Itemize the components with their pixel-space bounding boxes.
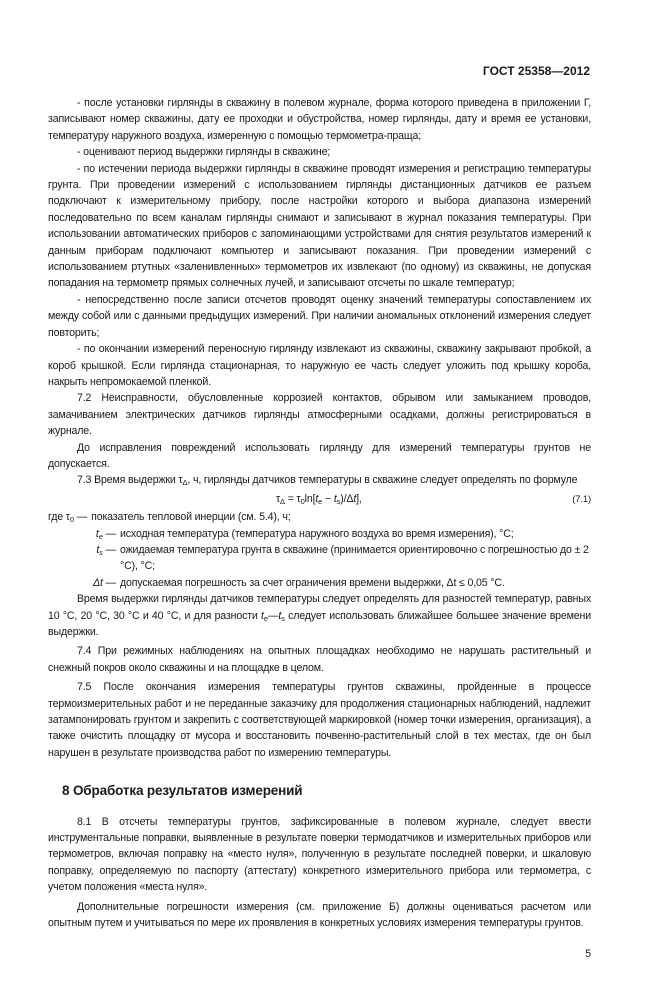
text: 7.3 Время выдержки — [77, 474, 179, 487]
paragraph: До исправления повреждений использовать гирлянду для измерений температуры грунтов не допускается. — [48, 441, 591, 470]
definition-text: показатель тепловой инерции (см. 5.4), ч; — [91, 511, 291, 524]
symbol: t — [333, 492, 337, 505]
definition-text: ожидаемая температура грунта в скважине (принимается ориентировочно с погрешностью до ± 2 °С), °С; — [120, 543, 589, 573]
definition-symbol: $t_e$ — — [95, 527, 116, 541]
paragraph-8-1: 8.1 В отсчеты температуры грунтов, зафиксированные в полевом журнале, следует ввести инструментальные поправки, выявленные в результате поверки термодатчиков и измерительных приборов или термометров, включая поправку на «место нуля», полученную в результате последней поверки, и шкаловую поправку, определяемую по паспорту (аттестату) конкретного измерительного прибора или термометра, с учетом положения «места нуля». — [48, 815, 591, 894]
formula-expression — [276, 491, 562, 507]
formula-7-1 — [48, 491, 591, 508]
symbol: t — [353, 492, 357, 505]
subscript: s — [336, 496, 341, 506]
definition-item — [48, 542, 591, 575]
subscript: Δ — [182, 478, 188, 488]
symbol: τ — [178, 474, 183, 487]
definition-text: исходная температура (температура наружного воздуха во время измерения), °С; — [120, 527, 514, 540]
definition-item — [48, 526, 591, 542]
definition-symbol: $t_s$ — — [96, 543, 116, 557]
paragraph: Дополнительные погрешности измерения (см. приложение Б) должны оцениваться расчетом или опытным путем и учитываться по мере их проявления в конкретных условиях измерения температуры грунтов. — [48, 900, 591, 930]
page-number: 5 — [585, 947, 591, 960]
paragraph: - после установки гирлянды в скважину в полевом журнале, форма которого приведена в приложении Г, записывают номер скважины, дату ее проходки и обустройства, номер гирлянды, дату и время ее установки, температуру наружного воздуха, измеренную с помощью термометра-праща; — [48, 97, 591, 142]
text: , ч, гирлянды датчиков температуры в скважине следует определять по формуле — [187, 474, 578, 487]
text: ln[ — [304, 492, 316, 505]
text: ], — [356, 492, 362, 505]
paragraph: - непосредственно после записи отсчетов проводят оценку значений температуры сопоставлением их между собой или с данными предыдущих измерений. При наличии аномальных отклонений измерения следует повторить; — [48, 293, 591, 339]
paragraph: - оценивают период выдержки гирлянды в скважине; — [77, 146, 331, 159]
text: = τ — [284, 492, 301, 505]
symbol: τ — [276, 492, 281, 505]
text: )/Δ — [340, 492, 354, 505]
definition-item — [48, 509, 591, 525]
definition-item — [48, 575, 591, 591]
page-body — [48, 0, 591, 982]
paragraph-time: Время выдержки гирлянды датчиков температуры следует определять для разностей температур, равных 10 °С, 20 °С, 30 °С и 40 °С, и для разности $t_e—t_s$ следует использовать ближайшее большее значение времени выдержки. — [48, 593, 592, 638]
paragraph-7-4: 7.4 При режимных наблюдениях на опытных площадках необходимо не нарушать растительный и снежный покров около скважины и на площадке в целом. — [48, 645, 591, 674]
document-header: ГОСТ 25358—2012 — [482, 64, 590, 78]
subscript: 0 — [300, 496, 305, 506]
paragraph-7-2: 7.2 Неисправности, обусловленные коррозией контактов, обрывом или замыканием проводов, замачиванием электрических датчиков гирлянды атмосферными осадками, должны регистрироваться в журнале. — [48, 392, 591, 438]
subscript: e — [318, 496, 323, 506]
paragraph-7-3 — [48, 472, 591, 488]
paragraph: - по истечении периода выдержки гирлянды в скважине проводят измерения и регистрацию температуры грунта. При проведении измерений с использованием гирлянды дистанционных датчиков ее разъем подключают к измерительному прибору, после настройки которого и выбора диапазона измерений последовательно по всем каналам гирлянды снимают и записывают в журнал показания температуры. При использовании автоматических приборов с запоминающими устройствами для снятия результатов измерений к данным приборам подключают компьютер и записывают показания. При проведении измерений с использованием ртутных «заленивленных» термометров их извлекают (по одному) из скважины, не допуская попадания на термометр прямых солнечных лучей, и записывают отсчеты по шкале температур; — [48, 162, 591, 290]
paragraph: - по окончании измерений переносную гирлянду извлекают из скважины, скважину закрывают пробкой, а короб крышкой. Если гирлянда стационарная, то наружную ее часть следует уложить под крышку короба, накрыть непромокаемой пленкой. — [48, 343, 591, 388]
definition-symbol: где $\tau_0$ — — [48, 511, 88, 525]
formula-number: (7.1) — [572, 493, 591, 505]
paragraph-7-5: 7.5 После окончания измерения температуры грунтов скважины, пройденные в процессе термоизмерительных работ и не переданные заказчику для продолжения стационарных наблюдений, надлежит затампонировать грунтом и закрепить с соответствующей маркировкой (номер точки измерения, организация), а также очистить площадку от мусора и восстановить почвенно-растительный слой в тех местах, где он был нарушен в результате производства работ по измерению температуры. — [48, 681, 591, 759]
section-heading: 8 Обработка результатов измерений — [62, 783, 303, 799]
text: − — [322, 492, 334, 505]
symbol: t — [315, 492, 319, 505]
definition-symbol: Δt — — [92, 576, 116, 589]
definition-text: допускаемая погрешность за счет ограничения времени выдержки, Δt ≤ 0,05 °С. — [120, 576, 505, 589]
subscript: Δ — [280, 496, 285, 506]
